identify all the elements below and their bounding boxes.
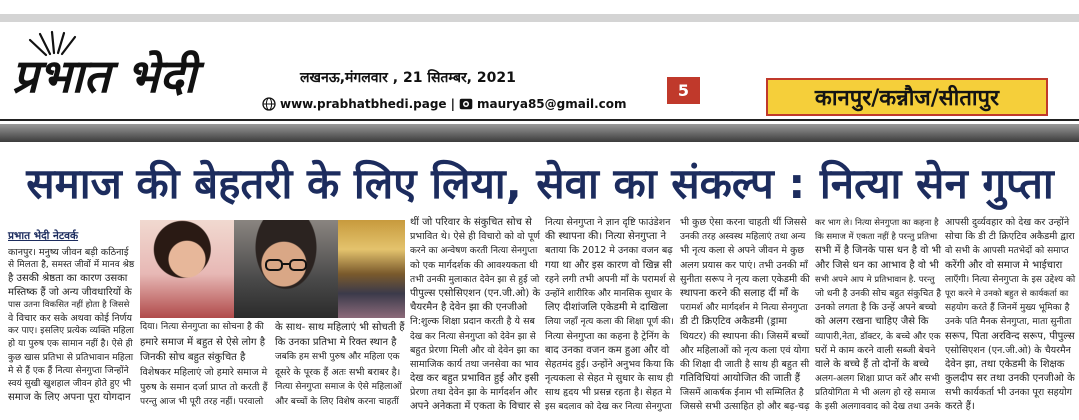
article-text-line: नित्या सेनगुप्ता ने ज्ञान दृष्टि फाउंडेशन	[545, 217, 671, 228]
article-text-line: थियटर) की स्थापना की। जिसमें बच्चों	[680, 330, 809, 342]
website-link[interactable]: www.prabhatbhedi.page	[280, 97, 447, 111]
article-text-line: पुरुष के समान दर्जा प्राप्त तो करती हैं	[140, 382, 268, 393]
article-text-line: प्रभावित थे। ऐसे ही विचारो को वो पूर्ण	[410, 231, 541, 243]
article-text-line: करेंगी और वो समाज मे भाईचारा	[945, 259, 1063, 271]
article-text-line: कानपुर। मनुष्य जीवन बड़ी कठिनाई	[8, 247, 129, 258]
article-text-line: जिनकी सोच बहुत संकुचित है	[140, 352, 246, 363]
article-text-line: जो धनी है उनकी सोच बहुत संकुचित है	[815, 288, 941, 299]
email-link[interactable]: maurya85@gmail.com	[476, 97, 627, 111]
article-text-line: उन्होंने शारीरिक और मानसिक सुधार के	[545, 288, 672, 299]
article-text-line: भी नृत्य कला से अपने जीवन मे कुछ	[680, 245, 805, 257]
article-text-line: नित्या सेनगुप्ता का कहना है ट्रेनिंग के	[545, 330, 670, 342]
edition-banner: कानपुर/कन्नौज/सीतापुर	[766, 78, 1048, 116]
article-text-line: जिससे सभी उत्साहित हो और बढ़-चढ़	[680, 401, 810, 413]
article-text-line: परामर्श और मार्गदर्शन मे नित्या सेनगुप्ता	[680, 303, 808, 314]
article-text-line: वे विचार कर सके अथवा कोई निर्णय	[8, 312, 133, 324]
masthead-logo	[10, 30, 206, 110]
photo-woman	[140, 220, 234, 318]
article-text-line: पीपुल्स एसोसिएशन (एन.जी.ओ) के	[410, 287, 541, 299]
article-text-line: बताया कि 2012 मे उनका वजन बढ़	[545, 245, 673, 257]
article-text-line: एसोसिएशन (एन.जी.ओ) के चैयरमैन	[945, 344, 1071, 356]
article-text-line: पास उतना विकसित नहीं होता है जिससे	[8, 299, 130, 310]
article-text-line: कि समाज में एकता नहीं है परन्तु प्रतिभा	[815, 232, 938, 243]
article-text-line: अलग-अलग शिक्षा प्राप्त करें और सभी	[815, 374, 940, 385]
article-text-line: थीं जो परिवार के संकुचित सोच से	[410, 217, 532, 228]
article-text-line: रहने लगी तभी अपनी माँ के परामर्श से	[545, 273, 676, 285]
article-text-line: स्थापना करने की सलाह दीं माँ के	[680, 287, 799, 299]
article-text-line: कुलदीप सर तथा उनकी एनजीओ के	[945, 373, 1075, 385]
article-text-line: देख कर बहुत प्रभावित हुई और इसी	[410, 373, 540, 385]
article-column-1	[8, 246, 134, 418]
article-headline: समाज की बेहतरी के लिए लिया, सेवा का संकल्प : नित्या सेन गुप्ता	[26, 159, 1054, 208]
article-text-line: हमारे समाज में बहुत से ऐसे लोग है	[140, 337, 266, 348]
dateline: लखनऊ,मंगलवार , 21 सितम्बर, 2021	[300, 70, 516, 86]
logo-text: प्रभात भेदी	[12, 49, 206, 103]
article-text-line: व्यापारी,नेता, डॉक्टर, के बच्चे और एक	[815, 331, 941, 342]
header-band	[0, 124, 1079, 142]
article-text-line: जबकि हम सभी पुरुष और महिला एक	[275, 352, 400, 362]
article-text-line: पूरा करने मे उनको बहुत से कार्यकर्ता का	[945, 288, 1069, 299]
article-text-line: प्रतियोगिता मे भी अलग हो रहे समाज	[815, 388, 936, 399]
masthead-rule	[0, 119, 1079, 121]
article-text-line: जिसमें आकर्षक ईनाम भी सम्मिलित है	[680, 388, 804, 399]
globe-icon	[262, 97, 276, 111]
article-text-line: सहयोग करते हैं जिनमें मुख्य भूमिका है	[945, 303, 1070, 314]
article-text-line: वाले के बच्चे हैं तो दोनों के बच्चे	[815, 358, 929, 370]
article-text-line: उनके पति मैनक सेनगुप्ता, माता सुनीता	[945, 317, 1072, 328]
article-text-line: विशेषकर महिलाएं जो हमारे समाज मे	[140, 367, 268, 378]
article-text-line: लिया जहाँ नृत्य कला की शिक्षा पूर्ण की।	[545, 317, 674, 328]
article-text-line: सभी में है जिनके पास धन है वो भी	[815, 245, 942, 257]
article-text-line: देवेन झा, तथा एकेडमी के शिक्षक	[945, 358, 1065, 370]
article-text-line: के साथ- साथ महिलाएं भी सोचती हैं	[275, 322, 405, 333]
article-text-line: करने का अन्वेषण करती नित्या सेनगुप्ता	[410, 246, 538, 257]
article-text-line: परन्तु आज भी पूरी तरह नहीं। परवालो	[140, 397, 264, 407]
article-text-line: सोचा कि डी टी क्रिएटिव अकैडमी द्वारा	[945, 231, 1075, 243]
article-text-line: हो या पुरुष एक सामान नहीं है। ऐसे ही	[8, 339, 133, 350]
photo-man	[234, 220, 338, 318]
article-column-5	[545, 216, 675, 418]
article-text-line: के इसी अलगाववाद को देख तथा उनके	[815, 402, 941, 413]
article-text-line: नृत्यकला से सेहत मे सुधार के साथ ही	[545, 373, 674, 385]
article-text-line: डी टी क्रिएटिव अकैडमी (ड्रामा	[680, 316, 787, 328]
article-text-line: को एक मार्गदर्शक की आवश्यकता थी	[410, 259, 538, 271]
article-column-7	[815, 216, 941, 418]
article-text-line: उनको लगता है कि उन्हें अपने बच्चो	[815, 302, 937, 314]
article-text-line: और जिसे धन का आभाव है वो भी	[815, 259, 939, 271]
article-column-8	[945, 216, 1075, 418]
article-text-line: बाद उनका वजन कम हुआ और वो	[545, 344, 670, 356]
article-text-line: तभी उनकी मुलाकात देवेन झा से हुई जो	[410, 274, 540, 285]
article-text-line: सेहतमंद हुई। उन्होंने अनुभव किया कि	[545, 358, 674, 370]
article-text-line: है उसकी श्रेष्ठता का कारण उसका	[8, 273, 128, 285]
article-text-line: मस्तिष्क हैं जो अन्य जीवधारियों के	[8, 286, 132, 298]
article-text-line: साथ हृदय भी प्रसन्न रहता है। सेहत मे	[545, 387, 672, 399]
article-column-2	[140, 320, 269, 415]
article-text-line: कि उनका प्रतिभा मे रिक्त स्थान है	[275, 337, 397, 348]
article-text-line: लाएँगी। नित्या सेनगुप्ता के इस उद्देश्य को	[945, 274, 1076, 285]
article-text-line: सामाजिक कार्य तथा जनसेवा का भाव	[410, 358, 539, 370]
article-text-line: सुनीता सरूप ने नृत्य कला एकेडमी की	[680, 273, 810, 285]
article-text-line: करते हैं।	[945, 401, 975, 413]
mail-icon	[459, 98, 473, 110]
article-text-line: गया था और इस कारण वो खिन्न सी	[545, 259, 672, 271]
article-text-line: घरों मे काम करने वाली सब्जी बेचने	[815, 344, 936, 356]
photo-trophies	[338, 220, 405, 318]
top-band	[0, 14, 1079, 22]
article-byline: प्रभात भेदी नेटवर्क	[8, 230, 79, 242]
article-text-line: लिए दीशांजलि एकेडमी मे दाखिला	[545, 302, 668, 314]
article-text-line: गतिविधियां आयोजित की जाती हैं	[680, 373, 801, 385]
article-text-line: से मिलता है, समस्त जीवों में मानव श्रेष्ठ	[8, 260, 135, 271]
article-text-line: और बच्चों के लिए विशेष करना चाहतीं	[275, 397, 399, 407]
contact-separator: |	[450, 97, 455, 111]
article-text-line: कर पाए। इसलिए प्रत्येक व्यक्ति महिला	[8, 326, 135, 337]
article-text-line: समाज के लिए अपना पूरा योगदान	[8, 392, 131, 404]
article-text-line: आपसी दुर्व्यवहार को देख कर उन्होंने	[945, 217, 1070, 228]
article-text-line: नि:शुल्क शिक्षा प्रदान करती है ये सब	[410, 316, 535, 328]
article-text-line: कुछ खास प्रतिभा से प्रतिभावान महिला	[8, 352, 134, 363]
article-text-line: प्रेरणा तथा देवेन झा के मार्गदर्शन और	[410, 387, 538, 399]
article-text-line: दिया। नित्या सेनगुप्ता का सोचना है की	[140, 322, 264, 332]
article-text-line: मे से हैं एक हैं नित्या सेनगुप्ता जिन्होंने	[8, 365, 129, 376]
article-text-line: बहुत प्रेरणा मिली और वो देवेन झा का	[410, 344, 540, 356]
glasses-shape	[264, 258, 308, 272]
article-text-line: वो सभी के आपसी मतभेदों को समाप्त	[945, 246, 1069, 257]
page-number: 5	[667, 77, 700, 104]
article-text-line: की स्थापना की। नित्या सेनगुप्ता ने	[545, 231, 667, 243]
article-text-line: इस बदलाव को देख कर नित्या सेनगुप्ता	[545, 402, 672, 413]
article-text-line: नित्या सेनगुप्ता समाज के ऐसे महिलाओं	[275, 382, 402, 392]
article-column-3	[275, 320, 405, 415]
article-column-6	[680, 216, 810, 418]
article-text-line: दूसरे के पूरक हैं अतः सभी बराबर है।	[275, 367, 401, 378]
article-text-line: की शिक्षा दी जाती है साथ ही बहुत सी	[680, 358, 810, 370]
article-text-line: देख कर नित्या सेनगुप्ता को देवेन झा से	[410, 331, 536, 342]
contact-line	[262, 95, 627, 113]
article-text-line: सभी अपने आप मे प्रतिभावान है. परन्तु	[815, 274, 935, 285]
article-text-line: को अलग रखना चाहिए जैसे कि	[815, 316, 929, 328]
article-text-line: कर भाग ले। नित्या सेनगुप्ता का कहना है	[815, 218, 939, 228]
article-text-line: सरूप, पिता अरविन्द सरूप, पीपुल्स	[945, 330, 1075, 342]
article-text-line: भी कुछ ऐसा करना चाहती थीं जिससे	[680, 217, 807, 228]
article-text-line: अलग प्रयास कर पाएं। तभी उनकी माँ	[680, 259, 808, 271]
article-text-line: उनकी तरह अस्वस्थ महिलाएं तथा अन्य	[680, 232, 806, 243]
article-text-line: अपने अनेकता में एकता के विचार से	[410, 401, 541, 413]
article-column-4	[410, 216, 540, 418]
article-text-line: स्वयं सुखी खुशहाल जीवन होते हुए भी	[8, 378, 132, 389]
article-text-line: और महिलाओं को नृत्य कला एवं योगा	[680, 344, 810, 356]
article-text-line: चैयरमैन है देवेन झा की एनजीओ	[410, 302, 528, 314]
article-text-line: सभी कार्यकर्ता भी उनका पूरा सहयोग	[945, 387, 1072, 399]
